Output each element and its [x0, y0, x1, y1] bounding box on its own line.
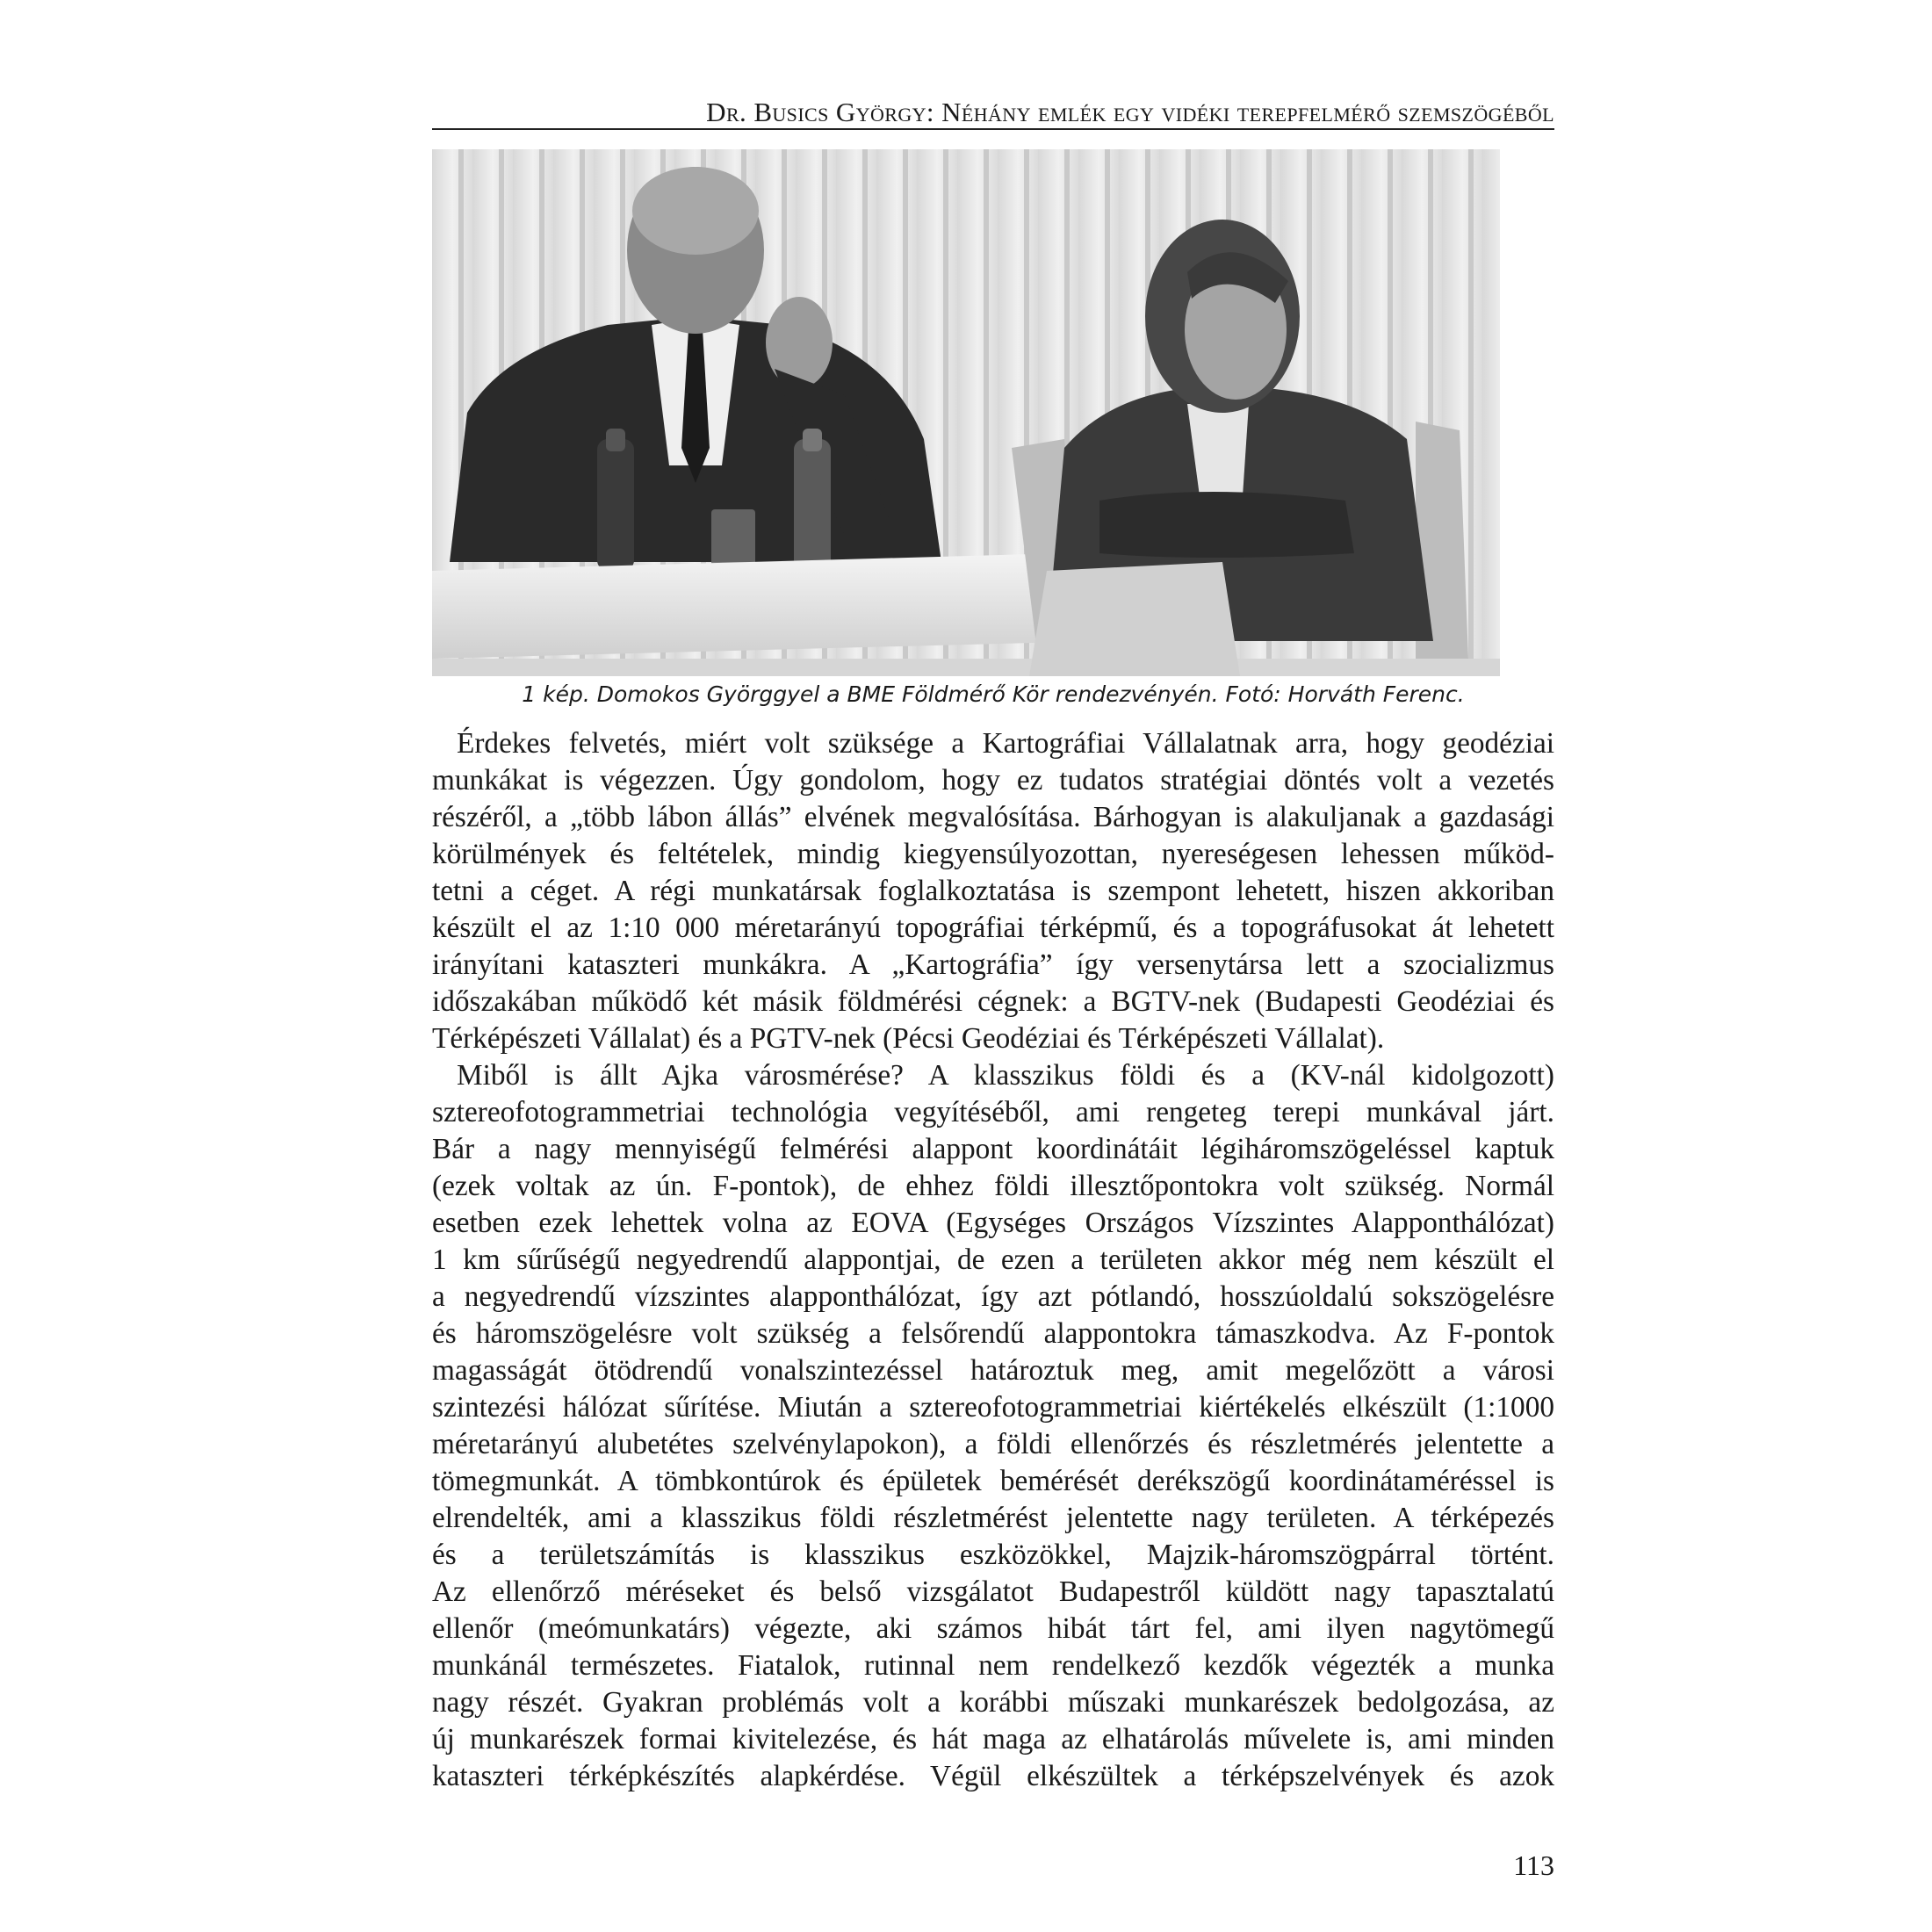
text-line: új munkarészek formai kivitelezése, és hát maga az elhatárolás művelete is, ami minden	[432, 1723, 1554, 1755]
photo-figure	[432, 149, 1500, 676]
text-line: (ezek voltak az ún. F-pontok), de ehhez földi illesztőpontokra volt szükség. Normál	[432, 1170, 1554, 1202]
running-header: Dr. Busics György: Néhány emlék egy vidéki terepfelmérő szemszögéből	[706, 97, 1554, 127]
text-line: tömegmunkát. A tömbkontúrok és épületek bemérését derékszögű koordinátaméréssel is	[432, 1465, 1554, 1497]
text-line: ellenőr (meómunkatárs) végezte, aki számos hibát tárt fel, ami ilyen nagytömegű	[432, 1612, 1554, 1645]
text-line: magasságát ötödrendű vonalszintezéssel határoztuk meg, amit megelőzött a városi	[432, 1354, 1554, 1387]
text-line: munkánál természetes. Fiatalok, rutinnal nem rendelkező kezdők végezték a munka	[432, 1649, 1554, 1682]
text-line: körülmények és feltételek, mindig kiegyensúlyozottan, nyereségesen lehessen működ-	[432, 838, 1554, 870]
text-line: és a területszámítás is klasszikus eszközökkel, Majzik-háromszögpárral történt.	[432, 1539, 1554, 1571]
text-line: nagy részét. Gyakran problémás volt a korábbi műszaki munkarészek bedolgozása, az	[432, 1686, 1554, 1719]
text-line: szintezési hálózat sűrítése. Miután a sztereofotogrammetriai kiértékelés elkészült (1:1000	[432, 1391, 1554, 1424]
body-text	[432, 725, 1554, 1795]
text-line: időszakában működő két másik földmérési cégnek: a BGTV-nek (Budapesti Geodéziai és	[432, 985, 1554, 1018]
photo-image	[432, 149, 1500, 676]
text-line: kataszteri térképkészítés alapkérdése. Végül elkészültek a térképszelvények és azok	[432, 1760, 1554, 1792]
text-line: tetni a céget. A régi munkatársak foglalkoztatása is szempont lehetett, hiszen akkoriban	[432, 875, 1554, 907]
text-line: munkákat is végezzen. Úgy gondolom, hogy ez tudatos stratégiai döntés volt a vezetés	[432, 764, 1554, 797]
text-line: készült el az 1:10 000 méretarányú topográfiai térképmű, és a topográfusokat át lehetett	[432, 912, 1554, 944]
text-line: Térképészeti Vállalat) és a PGTV-nek (Pécsi Geodéziai és Térképészeti Vállalat).	[432, 1022, 1385, 1055]
text-line: esetben ezek lehettek volna az EOVA (Egységes Országos Vízszintes Alapponthálózat)	[432, 1207, 1554, 1239]
text-line: Miből is állt Ajka városmérése? A klasszikus földi és a (KV-nál kidolgozott)	[457, 1059, 1554, 1092]
text-line: Az ellenőrző méréseket és belső vizsgálatot Budapestről küldött nagy tapasztalatú	[432, 1575, 1554, 1608]
header-rule	[432, 128, 1554, 130]
text-line: részéről, a „több lábon állás” elvének megvalósítása. Bárhogyan is alakuljanak a gazdasági	[432, 801, 1554, 833]
page-number: 113	[1513, 1849, 1554, 1881]
text-line: méretarányú alubetétes szelvénylapokon), a földi ellenőrzés és részletmérés jelentette a	[432, 1428, 1554, 1460]
text-line: sztereofotogrammetriai technológia vegyítéséből, ami rengeteg terepi munkával járt.	[432, 1096, 1554, 1128]
text-line: elrendelték, ami a klasszikus földi részletmérést jelentette nagy területen. A térképezés	[432, 1502, 1554, 1534]
text-line: 1 km sűrűségű negyedrendű alappontjai, de ezen a területen akkor még nem készült el	[432, 1244, 1554, 1276]
text-line: és háromszögelésre volt szükség a felsőrendű alappontokra támaszkodva. Az F-pontok	[432, 1317, 1554, 1350]
text-line: Érdekes felvetés, miért volt szüksége a Kartográfiai Vállalatnak arra, hogy geodéziai	[457, 727, 1554, 760]
text-line: a negyedrendű vízszintes alapponthálózat, így azt pótlandó, hosszúoldalú sokszögelésre	[432, 1280, 1554, 1313]
text-line: irányítani kataszteri munkákra. A „Kartográfia” így versenytársa lett a szocializmus	[432, 948, 1554, 981]
figure-caption: 1 kép. Domokos Györggyel a BME Földmérő Kör rendezvényén. Fotó: Horváth Ferenc.	[522, 681, 1465, 707]
text-line: Bár a nagy mennyiségű felmérési alappont koordinátáit légiháromszögeléssel kaptuk	[432, 1133, 1554, 1165]
